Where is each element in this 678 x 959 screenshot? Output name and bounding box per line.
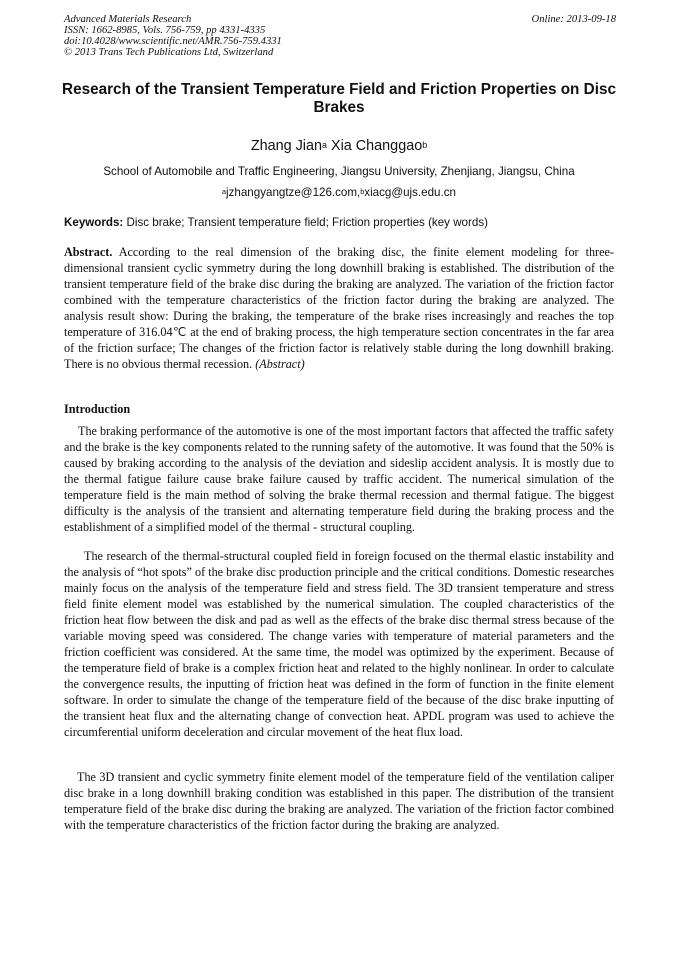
issn-line: ISSN: 1662-8985, Vols. 756-759, pp 4331-4335 [64, 25, 266, 36]
author-list [0, 138, 678, 155]
journal-header [64, 14, 616, 58]
author-mark: a [322, 139, 327, 150]
email-mark: a [222, 187, 227, 197]
affiliation: School of Automobile and Traffic Engineering, Jiangsu University, Zhenjiang, Jiangsu, China [103, 165, 575, 178]
journal-name: Advanced Materials Research [64, 14, 192, 25]
copyright-line: © 2013 Trans Tech Publications Ltd, Switzerland [64, 47, 274, 58]
author-name: Zhang Jian [250, 138, 323, 154]
email-address: jzhangyangtze@126.com, [226, 186, 361, 199]
online-date: Online: 2013-09-18 [531, 14, 616, 25]
abstract-tail: (Abstract) [255, 357, 305, 371]
abstract-text: According to the real dimension of the braking disc, the finite element modeling for three-dimensional transient cyclic symmetry during the long downhill braking is established. The distribution of the transient temperature field of the brake disc during the braking are analyzed. The variation of the friction factor combined with the temperature characteristics of the friction factor during the braking are analyzed. The analysis result show: During the braking, the temperature of the brake rises increasingly and reaches the top temperature of 316.04℃ at the end of braking process, the high temperature section concentrates in the far area of the friction surface; The changes of the friction factor is relatively stable during the long downhill braking. There is no obvious thermal recession. [64, 245, 614, 371]
keywords [64, 216, 624, 230]
paper-title: Research of the Transient Temperature Field and Friction Properties on Disc Brakes [62, 81, 616, 116]
author-mark: b [422, 139, 428, 150]
abstract [64, 244, 614, 372]
author-name: Xia Changgao [330, 138, 423, 154]
abstract-label: Abstract. [64, 245, 113, 259]
email-line [0, 186, 678, 200]
keywords-label: Keywords: [64, 216, 124, 229]
keywords-text: Disc brake; Transient temperature field; Friction properties (key words) [123, 216, 488, 229]
intro-paragraph-3: The 3D transient and cyclic symmetry finite element model of the temperature field of the ventilation caliper disc brake in a long downhill braking condition was established in this paper. The distribution of the transient temperature field of the brake disc during the braking are analyzed. The variation of the friction factor combined with the temperature characteristics of the friction factor during the braking are analyzed. [64, 770, 614, 832]
email-mark: b [360, 187, 365, 197]
doi-line: doi:10.4028/www.scientific.net/AMR.756-759.4331 [64, 36, 282, 47]
email-address: xiacg@ujs.edu.cn [364, 186, 456, 199]
intro-paragraph-2: The research of the thermal-structural coupled field in foreign focused on the thermal elastic instability and the analysis of “hot spots” of the brake disc production principle and the critical conditions. Domestic researches mainly focus on the analysis of the temperature field and stress field. The 3D transient temperature and stress field finite element model was established by the numerical simulation. The coupled characteristics of the friction heat flow between the disk and pad as well as the effects of the brake disc thermal stress because of the variable moving speed was considered. The change varies with temperature of material parameters and the friction coefficient was considered. At the same time, the model was optimized by the experiment. Because of the temperature field of brake is a complex friction heat and related to the highly nonlinear. In order to calculate the convergence results, the inputting of friction heat was defined in the form of function in the finite element software. In order to simulate the change of the temperature field of the because of the disc brake inputting of the transient heat flux and the alternating change of convection heat. APDL program was used to achieve the circumferential uniform deceleration and circular movement of the heat flux load. [64, 549, 614, 739]
section-heading-introduction: Introduction [64, 402, 131, 416]
intro-paragraph-1: The braking performance of the automotive is one of the most important factors that affected the traffic safety and the brake is the key components related to the running safety of the automotive. It was found that the 50% is caused by braking according to the analysis of the deviation and sideslip accident analysis. It is mostly due to the thermal fatigue failure cause brake failure caused by traffic accident. The numerical simulation of the temperature field is the main method of solving the brake thermal recession and thermal fatigue. The biggest difficulty is the analysis of the transient and alternating temperature field during the braking process and the establishment of a simplified model of the thermal - structural coupling. [64, 424, 614, 534]
